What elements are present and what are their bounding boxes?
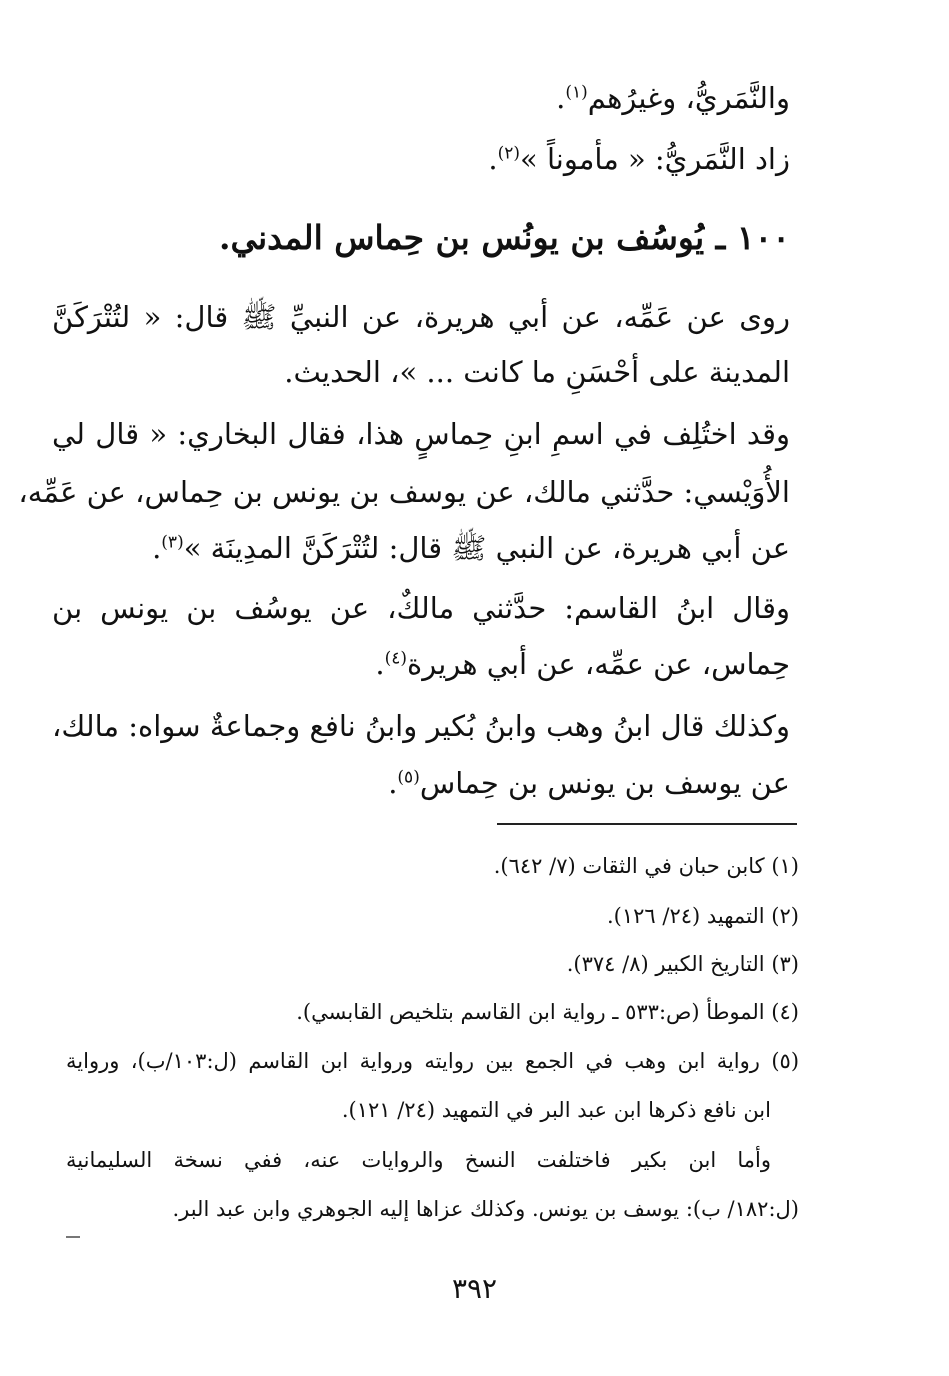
footnote-5-line-2: ابن نافع ذكرها ابن عبد البر في التمهيد (٢٤/ ١٢١). [341,1098,771,1122]
footnote-1: (١) كابن حبان في الثقات (٧/ ٦٤٢). [493,854,799,878]
p1-line-2: المدينة على أحْسَنِ ما كانت ... »، الحديث. [284,355,790,389]
p4-line-2: عن يوسف بن يونس بن حِماس$^{(٥)}$. [388,766,790,800]
page-number: ٣٩٢ [451,1272,498,1305]
p3-line-1: وقال ابنُ القاسم: حدَّثني مالكٌ، عن يوسُف بن يونس بن [52,591,790,625]
footnote-ref-5: (٥) [397,767,420,788]
p4-text-2: عن يوسف بن يونس بن حِماس [419,766,790,800]
scan-mark [66,1236,80,1238]
p2-line-3: عن أبي هريرة، عن النبي ﷺ قال: لتُتْرَكَنَّ المدِينَة »$^{(٣)}$. [152,531,790,565]
intro-text-1: والنَّمَريُّ، وغيرُهم [587,81,790,115]
footnote-separator [497,823,797,825]
footnote-5-line-1: (٥) رواية ابن وهب في الجمع بين روايته ورواية ابن القاسم (ل:١٠٣/ب)، ورواية [66,1049,800,1073]
p2-line-1: وقد اختُلِف في اسمِ ابنِ حِماسٍ هذا، فقال البخاري: « قال لي [52,417,790,451]
p2-line-2: الأُوَيْسي: حدَّثني مالك، عن يوسف بن يونس بن حِماس، عن عَمِّه، [18,475,790,509]
intro-line-2: زاد النَّمَريُّ: « مأموناً »$^{(٢)}$. [488,142,790,176]
footnote-ref-3: (٣) [161,532,184,553]
footnote-5-line-3: وأما ابن بكير فاختلفت النسخ والروايات عنه، ففي نسخة السليمانية [66,1148,771,1172]
p3-text-2: حِماس، عن عمِّه، عن أبي هريرة [407,647,790,681]
p3-line-2: حِماس، عن عمِّه، عن أبي هريرة$^{(٤)}$. [375,647,790,681]
footnote-ref-1: (١) [565,82,588,103]
entry-heading: ١٠٠ ـ يُوسُف بن يونُس بن حِماس المدني. [218,218,790,257]
intro-line-1: والنَّمَريُّ، وغيرُهم$^{(١)}$. [556,81,790,115]
footnote-5-line-4: (ل:١٨٢/ ب): يوسف بن يونس. وكذلك عزاها إليه الجوهري وابن عبد البر. [172,1197,799,1221]
footnote-ref-4: (٤) [384,648,408,669]
footnote-2: (٢) التمهيد (٢٤/ ١٢٦). [606,904,799,928]
intro-text-2: زاد النَّمَريُّ: « مأموناً » [519,142,790,176]
p2-text-3: عن أبي هريرة، عن النبي ﷺ قال: لتُتْرَكَنَّ المدِينَة » [183,531,790,565]
footnote-3: (٣) التاريخ الكبير (٨/ ٣٧٤). [566,952,799,976]
p1-line-1: روى عن عَمِّه، عن أبي هريرة، عن النبيِّ ﷺ قال: « لتُتْرَكَنَّ [52,300,790,334]
footnote-4: (٤) الموطأ (ص:٥٣٣ ـ رواية ابن القاسم بتلخيص القابسي). [296,1000,799,1024]
p4-line-1: وكذلك قال ابنُ وهب وابنُ بُكير وابنُ نافع وجماعةٌ سواه: مالك، [52,709,790,743]
footnote-ref-2: (٢) [497,143,520,164]
